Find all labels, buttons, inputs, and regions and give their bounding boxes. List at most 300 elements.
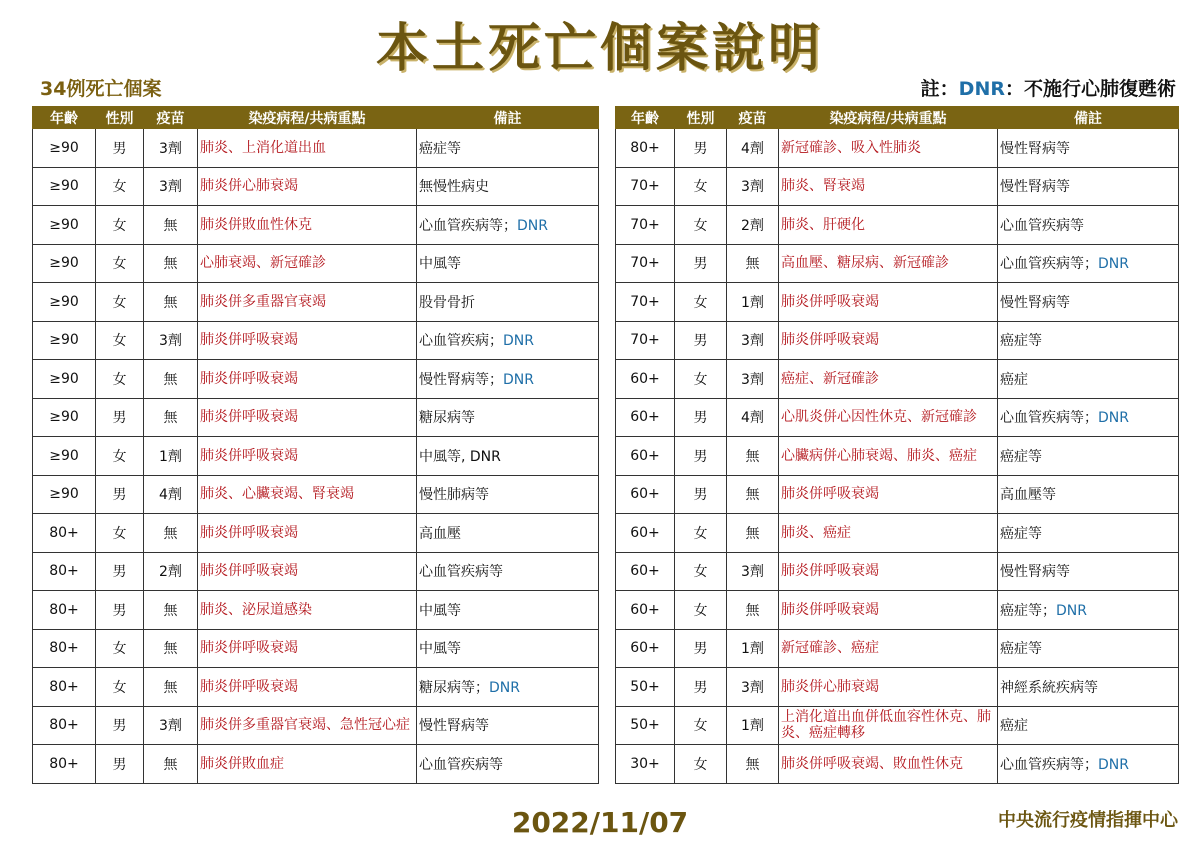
report-date: 2022/11/07 bbox=[511, 806, 689, 839]
case-count-label: 34例死亡個案 bbox=[40, 78, 162, 100]
remark-cell bbox=[417, 552, 599, 591]
remark-cell bbox=[998, 129, 1179, 168]
vaccine-cell bbox=[144, 360, 198, 399]
course-cell-text: 肺炎併敗血性休克 bbox=[200, 216, 312, 233]
remark-cell-text: 心血管疾病等； bbox=[419, 217, 517, 234]
sex-cell bbox=[96, 360, 144, 399]
age-cell-text: ≥90 bbox=[49, 216, 79, 233]
remark-cell bbox=[417, 629, 599, 668]
remark-cell bbox=[998, 206, 1179, 245]
remark-cell bbox=[417, 745, 599, 784]
remark-cell bbox=[417, 668, 599, 707]
sex-cell bbox=[675, 398, 727, 437]
age-cell bbox=[33, 629, 96, 668]
age-cell bbox=[33, 706, 96, 745]
table-row bbox=[616, 129, 1179, 168]
course-cell bbox=[198, 475, 417, 514]
table-row bbox=[33, 398, 599, 437]
course-cell bbox=[198, 514, 417, 553]
age-cell bbox=[616, 629, 675, 668]
remark-cell-text: 無慢性病史 bbox=[419, 179, 489, 196]
remark-cell-text: 癌症 bbox=[1000, 718, 1028, 735]
remark-cell bbox=[417, 244, 599, 283]
header-vaccine: 疫苗 bbox=[144, 107, 198, 129]
table-row bbox=[33, 167, 599, 206]
age-cell-text: 80+ bbox=[49, 717, 79, 734]
course-cell bbox=[779, 745, 998, 784]
sex-cell-text: 男 bbox=[693, 641, 708, 658]
age-cell bbox=[33, 244, 96, 283]
table-row bbox=[616, 206, 1179, 245]
vaccine-cell-text: 3劑 bbox=[159, 718, 182, 735]
vaccine-cell bbox=[144, 706, 198, 745]
age-cell bbox=[33, 360, 96, 399]
header-age: 年齡 bbox=[616, 107, 675, 129]
dnr-tag: DNR bbox=[503, 333, 534, 350]
course-cell-text: 肺炎併呼吸衰竭 bbox=[200, 409, 298, 426]
table-row bbox=[33, 244, 599, 283]
remark-cell bbox=[998, 706, 1179, 745]
dnr-tag: DNR bbox=[1098, 410, 1129, 427]
course-cell bbox=[198, 706, 417, 745]
vaccine-cell-text: 無 bbox=[745, 487, 760, 504]
vaccine-cell bbox=[144, 475, 198, 514]
course-cell-text: 肺炎併呼吸衰竭 bbox=[200, 640, 298, 657]
age-cell bbox=[33, 206, 96, 245]
remark-cell-text: 癌症等 bbox=[419, 140, 461, 157]
age-cell-text: ≥90 bbox=[49, 486, 79, 503]
sex-cell-text: 男 bbox=[693, 448, 708, 465]
vaccine-cell bbox=[727, 206, 779, 245]
remark-cell bbox=[417, 437, 599, 476]
course-cell bbox=[779, 283, 998, 322]
sex-cell-text: 女 bbox=[112, 256, 127, 273]
sex-cell bbox=[96, 514, 144, 553]
dnr-note bbox=[921, 74, 1176, 101]
sex-cell bbox=[675, 475, 727, 514]
vaccine-cell-text: 3劑 bbox=[159, 179, 182, 196]
course-cell-text: 癌症、新冠確診 bbox=[781, 370, 879, 387]
vaccine-cell bbox=[144, 167, 198, 206]
remark-cell bbox=[998, 475, 1179, 514]
remark-cell-text: 癌症等 bbox=[1000, 333, 1042, 350]
vaccine-cell-text: 無 bbox=[745, 256, 760, 273]
sex-cell bbox=[96, 398, 144, 437]
note-suffix: ：不施行心肺復甦術 bbox=[1004, 78, 1176, 100]
course-cell bbox=[779, 206, 998, 245]
vaccine-cell-text: 1劑 bbox=[741, 718, 764, 735]
vaccine-cell bbox=[727, 668, 779, 707]
sex-cell-text: 男 bbox=[112, 410, 127, 427]
remark-cell-text: 中風等, DNR bbox=[419, 448, 501, 465]
sex-cell-text: 男 bbox=[112, 140, 127, 157]
remark-cell-text: 慢性腎病等 bbox=[1000, 564, 1070, 581]
sex-cell bbox=[675, 552, 727, 591]
sex-cell-text: 男 bbox=[693, 410, 708, 427]
vaccine-cell bbox=[727, 629, 779, 668]
dnr-tag: DNR bbox=[517, 217, 548, 234]
vaccine-cell-text: 3劑 bbox=[741, 564, 764, 581]
course-cell-text: 肺炎、泌尿道感染 bbox=[200, 601, 312, 618]
sex-cell-text: 男 bbox=[693, 487, 708, 504]
header-age: 年齡 bbox=[33, 107, 96, 129]
remark-cell bbox=[417, 706, 599, 745]
vaccine-cell-text: 3劑 bbox=[741, 179, 764, 196]
sex-cell-text: 男 bbox=[693, 333, 708, 350]
age-cell bbox=[616, 244, 675, 283]
age-cell bbox=[33, 167, 96, 206]
course-cell bbox=[198, 552, 417, 591]
age-cell-text: 50+ bbox=[630, 717, 660, 734]
remark-cell-text: 中風等 bbox=[419, 602, 461, 619]
table-row bbox=[616, 167, 1179, 206]
course-cell-text: 上消化道出血併低血容性休克、肺炎、癌症轉移 bbox=[781, 709, 991, 742]
vaccine-cell-text: 2劑 bbox=[741, 217, 764, 234]
remark-cell-text: 慢性肺病等 bbox=[419, 487, 489, 504]
vaccine-cell-text: 3劑 bbox=[159, 140, 182, 157]
course-cell bbox=[779, 244, 998, 283]
table-row bbox=[616, 629, 1179, 668]
vaccine-cell-text: 無 bbox=[163, 641, 178, 658]
sex-cell-text: 女 bbox=[112, 294, 127, 311]
table-row bbox=[33, 706, 599, 745]
course-cell-text: 肺炎、上消化道出血 bbox=[200, 139, 326, 156]
course-cell-text: 肺炎併呼吸衰竭 bbox=[200, 563, 298, 580]
dnr-tag: DNR bbox=[1098, 756, 1129, 773]
table-row bbox=[33, 283, 599, 322]
age-cell bbox=[616, 475, 675, 514]
sex-cell-text: 女 bbox=[693, 371, 708, 388]
sex-cell bbox=[675, 745, 727, 784]
table-row bbox=[33, 629, 599, 668]
course-cell-text: 肺炎併呼吸衰竭 bbox=[781, 332, 879, 349]
age-cell bbox=[616, 398, 675, 437]
remark-cell-text: 心血管疾病等 bbox=[1000, 217, 1084, 234]
course-cell-text: 肺炎、腎衰竭 bbox=[781, 178, 865, 195]
course-cell-text: 肺炎併呼吸衰竭 bbox=[781, 486, 879, 503]
table-row bbox=[616, 475, 1179, 514]
course-cell bbox=[779, 668, 998, 707]
sex-cell bbox=[675, 360, 727, 399]
sex-cell bbox=[96, 244, 144, 283]
vaccine-cell bbox=[144, 129, 198, 168]
course-cell bbox=[198, 129, 417, 168]
age-cell-text: ≥90 bbox=[49, 332, 79, 349]
vaccine-cell bbox=[727, 514, 779, 553]
table-row bbox=[33, 552, 599, 591]
vaccine-cell bbox=[727, 437, 779, 476]
sex-cell-text: 女 bbox=[693, 217, 708, 234]
course-cell-text: 肺炎併呼吸衰竭 bbox=[200, 524, 298, 541]
sex-cell-text: 男 bbox=[112, 718, 127, 735]
age-cell bbox=[616, 745, 675, 784]
remark-cell bbox=[998, 591, 1179, 630]
sex-cell bbox=[675, 283, 727, 322]
age-cell-text: ≥90 bbox=[49, 139, 79, 156]
table-row bbox=[616, 706, 1179, 745]
remark-cell-text: 高血壓 bbox=[419, 525, 461, 542]
course-cell bbox=[198, 745, 417, 784]
age-cell bbox=[33, 129, 96, 168]
course-cell bbox=[779, 591, 998, 630]
age-cell-text: 60+ bbox=[630, 563, 660, 580]
course-cell-text: 肺炎併呼吸衰竭 bbox=[200, 678, 298, 695]
remark-cell bbox=[417, 475, 599, 514]
vaccine-cell bbox=[727, 321, 779, 360]
sex-cell bbox=[675, 629, 727, 668]
sex-cell-text: 女 bbox=[112, 679, 127, 696]
header-course: 染疫病程/共病重點 bbox=[779, 107, 998, 129]
vaccine-cell bbox=[144, 629, 198, 668]
age-cell-text: 50+ bbox=[630, 678, 660, 695]
course-cell-text: 肺炎併心肺衰竭 bbox=[781, 678, 879, 695]
remark-cell bbox=[417, 321, 599, 360]
remark-cell bbox=[417, 591, 599, 630]
remark-cell-text: 糖尿病等； bbox=[419, 679, 489, 696]
age-cell bbox=[616, 706, 675, 745]
age-cell-text: 60+ bbox=[630, 447, 660, 464]
remark-cell-text: 心血管疾病等； bbox=[1000, 410, 1098, 427]
remark-cell bbox=[998, 244, 1179, 283]
remark-cell-text: 心血管疾病等； bbox=[1000, 756, 1098, 773]
vaccine-cell bbox=[144, 514, 198, 553]
sex-cell-text: 女 bbox=[112, 641, 127, 658]
course-cell-text: 新冠確診、癌症 bbox=[781, 640, 879, 657]
course-cell bbox=[198, 398, 417, 437]
age-cell-text: 60+ bbox=[630, 370, 660, 387]
sex-cell bbox=[96, 129, 144, 168]
course-cell bbox=[779, 552, 998, 591]
remark-cell-text: 糖尿病等 bbox=[419, 410, 475, 427]
age-cell-text: 80+ bbox=[49, 601, 79, 618]
sex-cell bbox=[675, 668, 727, 707]
course-cell bbox=[779, 629, 998, 668]
table-row bbox=[33, 321, 599, 360]
table-row bbox=[616, 552, 1179, 591]
header-vaccine: 疫苗 bbox=[727, 107, 779, 129]
sex-cell bbox=[96, 552, 144, 591]
table-row bbox=[33, 129, 599, 168]
sex-cell-text: 女 bbox=[112, 333, 127, 350]
course-cell bbox=[198, 360, 417, 399]
remark-cell-text: 癌症等 bbox=[1000, 641, 1042, 658]
age-cell-text: 70+ bbox=[630, 255, 660, 272]
header-remark: 備註 bbox=[998, 107, 1179, 129]
course-cell-text: 肺炎併呼吸衰竭 bbox=[781, 293, 879, 310]
vaccine-cell bbox=[727, 706, 779, 745]
table-row bbox=[616, 283, 1179, 322]
remark-cell bbox=[998, 321, 1179, 360]
vaccine-cell bbox=[144, 206, 198, 245]
sex-cell-text: 女 bbox=[693, 718, 708, 735]
sex-cell bbox=[675, 129, 727, 168]
right-case-table bbox=[615, 106, 1179, 784]
sex-cell bbox=[96, 475, 144, 514]
vaccine-cell bbox=[144, 398, 198, 437]
vaccine-cell-text: 無 bbox=[163, 525, 178, 542]
course-cell bbox=[198, 591, 417, 630]
sex-cell-text: 女 bbox=[693, 294, 708, 311]
vaccine-cell bbox=[727, 552, 779, 591]
vaccine-cell bbox=[727, 360, 779, 399]
course-cell-text: 肺炎、心臟衰竭、腎衰竭 bbox=[200, 486, 354, 503]
remark-cell-text: 慢性腎病等 bbox=[1000, 179, 1070, 196]
vaccine-cell-text: 3劑 bbox=[741, 679, 764, 696]
age-cell bbox=[616, 591, 675, 630]
vaccine-cell-text: 4劑 bbox=[741, 410, 764, 427]
age-cell bbox=[33, 475, 96, 514]
sex-cell-text: 女 bbox=[693, 564, 708, 581]
age-cell bbox=[616, 129, 675, 168]
table-row bbox=[616, 745, 1179, 784]
age-cell-text: 80+ bbox=[49, 563, 79, 580]
course-cell-text: 肺炎併呼吸衰竭 bbox=[781, 601, 879, 618]
vaccine-cell bbox=[727, 591, 779, 630]
vaccine-cell-text: 3劑 bbox=[159, 333, 182, 350]
age-cell-text: 60+ bbox=[630, 409, 660, 426]
remark-cell-text: 心血管疾病等 bbox=[419, 756, 503, 773]
vaccine-cell bbox=[144, 321, 198, 360]
course-cell bbox=[779, 321, 998, 360]
sex-cell-text: 女 bbox=[112, 371, 127, 388]
organization-name: 中央流行疫情指揮中心 bbox=[998, 810, 1178, 831]
remark-cell bbox=[417, 129, 599, 168]
vaccine-cell-text: 無 bbox=[745, 525, 760, 542]
table-header-row bbox=[33, 107, 599, 129]
age-cell bbox=[33, 321, 96, 360]
sex-cell-text: 男 bbox=[112, 602, 127, 619]
remark-cell-text: 慢性腎病等 bbox=[419, 718, 489, 735]
remark-cell-text: 慢性腎病等； bbox=[419, 371, 503, 388]
age-cell bbox=[33, 745, 96, 784]
sex-cell-text: 女 bbox=[693, 756, 708, 773]
age-cell bbox=[616, 514, 675, 553]
vaccine-cell bbox=[144, 244, 198, 283]
age-cell bbox=[33, 552, 96, 591]
age-cell-text: 60+ bbox=[630, 524, 660, 541]
age-cell bbox=[616, 668, 675, 707]
remark-cell-text: 心血管疾病； bbox=[419, 333, 503, 350]
sex-cell-text: 女 bbox=[693, 602, 708, 619]
age-cell bbox=[616, 206, 675, 245]
age-cell-text: ≥90 bbox=[49, 178, 79, 195]
header-sex: 性別 bbox=[96, 107, 144, 129]
sex-cell-text: 女 bbox=[112, 448, 127, 465]
sex-cell bbox=[96, 706, 144, 745]
course-cell-text: 心肌炎併心因性休克、新冠確診 bbox=[781, 409, 977, 426]
course-cell-text: 心肺衰竭、新冠確診 bbox=[200, 255, 326, 272]
remark-cell bbox=[417, 283, 599, 322]
vaccine-cell-text: 無 bbox=[745, 448, 760, 465]
age-cell-text: ≥90 bbox=[49, 447, 79, 464]
sex-cell-text: 男 bbox=[112, 487, 127, 504]
vaccine-cell-text: 1劑 bbox=[741, 641, 764, 658]
sex-cell bbox=[675, 167, 727, 206]
age-cell bbox=[616, 167, 675, 206]
course-cell-text: 新冠確診、吸入性肺炎 bbox=[781, 139, 921, 156]
sex-cell bbox=[675, 437, 727, 476]
header-course: 染疫病程/共病重點 bbox=[198, 107, 417, 129]
age-cell bbox=[33, 514, 96, 553]
course-cell-text: 肺炎併呼吸衰竭 bbox=[200, 370, 298, 387]
vaccine-cell-text: 無 bbox=[163, 256, 178, 273]
remark-cell-text: 癌症等 bbox=[1000, 525, 1042, 542]
sex-cell bbox=[675, 514, 727, 553]
left-case-table bbox=[32, 106, 599, 784]
age-cell bbox=[33, 668, 96, 707]
age-cell bbox=[616, 283, 675, 322]
remark-cell bbox=[998, 437, 1179, 476]
vaccine-cell-text: 4劑 bbox=[741, 140, 764, 157]
course-cell bbox=[198, 668, 417, 707]
sex-cell bbox=[96, 629, 144, 668]
course-cell-text: 肺炎併呼吸衰竭、敗血性休克 bbox=[781, 755, 963, 772]
vaccine-cell-text: 無 bbox=[163, 371, 178, 388]
course-cell-text: 心臟病併心肺衰竭、肺炎、癌症 bbox=[781, 447, 977, 464]
sex-cell bbox=[96, 321, 144, 360]
table-row bbox=[616, 321, 1179, 360]
course-cell-text: 肺炎併心肺衰竭 bbox=[200, 178, 298, 195]
remark-cell-text: 癌症 bbox=[1000, 371, 1028, 388]
vaccine-cell-text: 1劑 bbox=[741, 294, 764, 311]
sex-cell bbox=[675, 591, 727, 630]
remark-cell bbox=[417, 167, 599, 206]
dnr-tag: DNR bbox=[503, 371, 534, 388]
note-dnr: DNR bbox=[958, 78, 1005, 100]
sex-cell-text: 男 bbox=[693, 140, 708, 157]
age-cell-text: 80+ bbox=[49, 755, 79, 772]
vaccine-cell-text: 3劑 bbox=[741, 371, 764, 388]
course-cell-text: 肺炎併多重器官衰竭 bbox=[200, 293, 326, 310]
course-cell-text: 肺炎併呼吸衰竭 bbox=[781, 563, 879, 580]
sex-cell-text: 女 bbox=[693, 525, 708, 542]
table-row bbox=[33, 745, 599, 784]
sex-cell bbox=[96, 283, 144, 322]
remark-cell bbox=[998, 398, 1179, 437]
vaccine-cell-text: 2劑 bbox=[159, 564, 182, 581]
course-cell bbox=[779, 398, 998, 437]
remark-cell bbox=[998, 552, 1179, 591]
vaccine-cell bbox=[144, 591, 198, 630]
course-cell-text: 肺炎、癌症 bbox=[781, 524, 851, 541]
age-cell bbox=[616, 552, 675, 591]
vaccine-cell bbox=[144, 668, 198, 707]
course-cell bbox=[779, 514, 998, 553]
age-cell-text: ≥90 bbox=[49, 409, 79, 426]
dnr-tag: DNR bbox=[1098, 256, 1129, 273]
sex-cell-text: 女 bbox=[693, 179, 708, 196]
course-cell bbox=[198, 629, 417, 668]
age-cell-text: 70+ bbox=[630, 293, 660, 310]
course-cell-text: 高血壓、糖尿病、新冠確診 bbox=[781, 255, 949, 272]
age-cell-text: ≥90 bbox=[49, 255, 79, 272]
sex-cell bbox=[675, 244, 727, 283]
vaccine-cell-text: 無 bbox=[745, 756, 760, 773]
table-row bbox=[33, 514, 599, 553]
table-row bbox=[33, 591, 599, 630]
course-cell bbox=[198, 167, 417, 206]
course-cell bbox=[198, 437, 417, 476]
table-row bbox=[616, 591, 1179, 630]
table-row bbox=[616, 668, 1179, 707]
table-header-row bbox=[616, 107, 1179, 129]
sex-cell bbox=[96, 745, 144, 784]
course-cell bbox=[779, 475, 998, 514]
age-cell-text: 60+ bbox=[630, 640, 660, 657]
page-title: 本土死亡個案說明 bbox=[375, 19, 824, 79]
header-remark: 備註 bbox=[417, 107, 599, 129]
sex-cell bbox=[675, 706, 727, 745]
